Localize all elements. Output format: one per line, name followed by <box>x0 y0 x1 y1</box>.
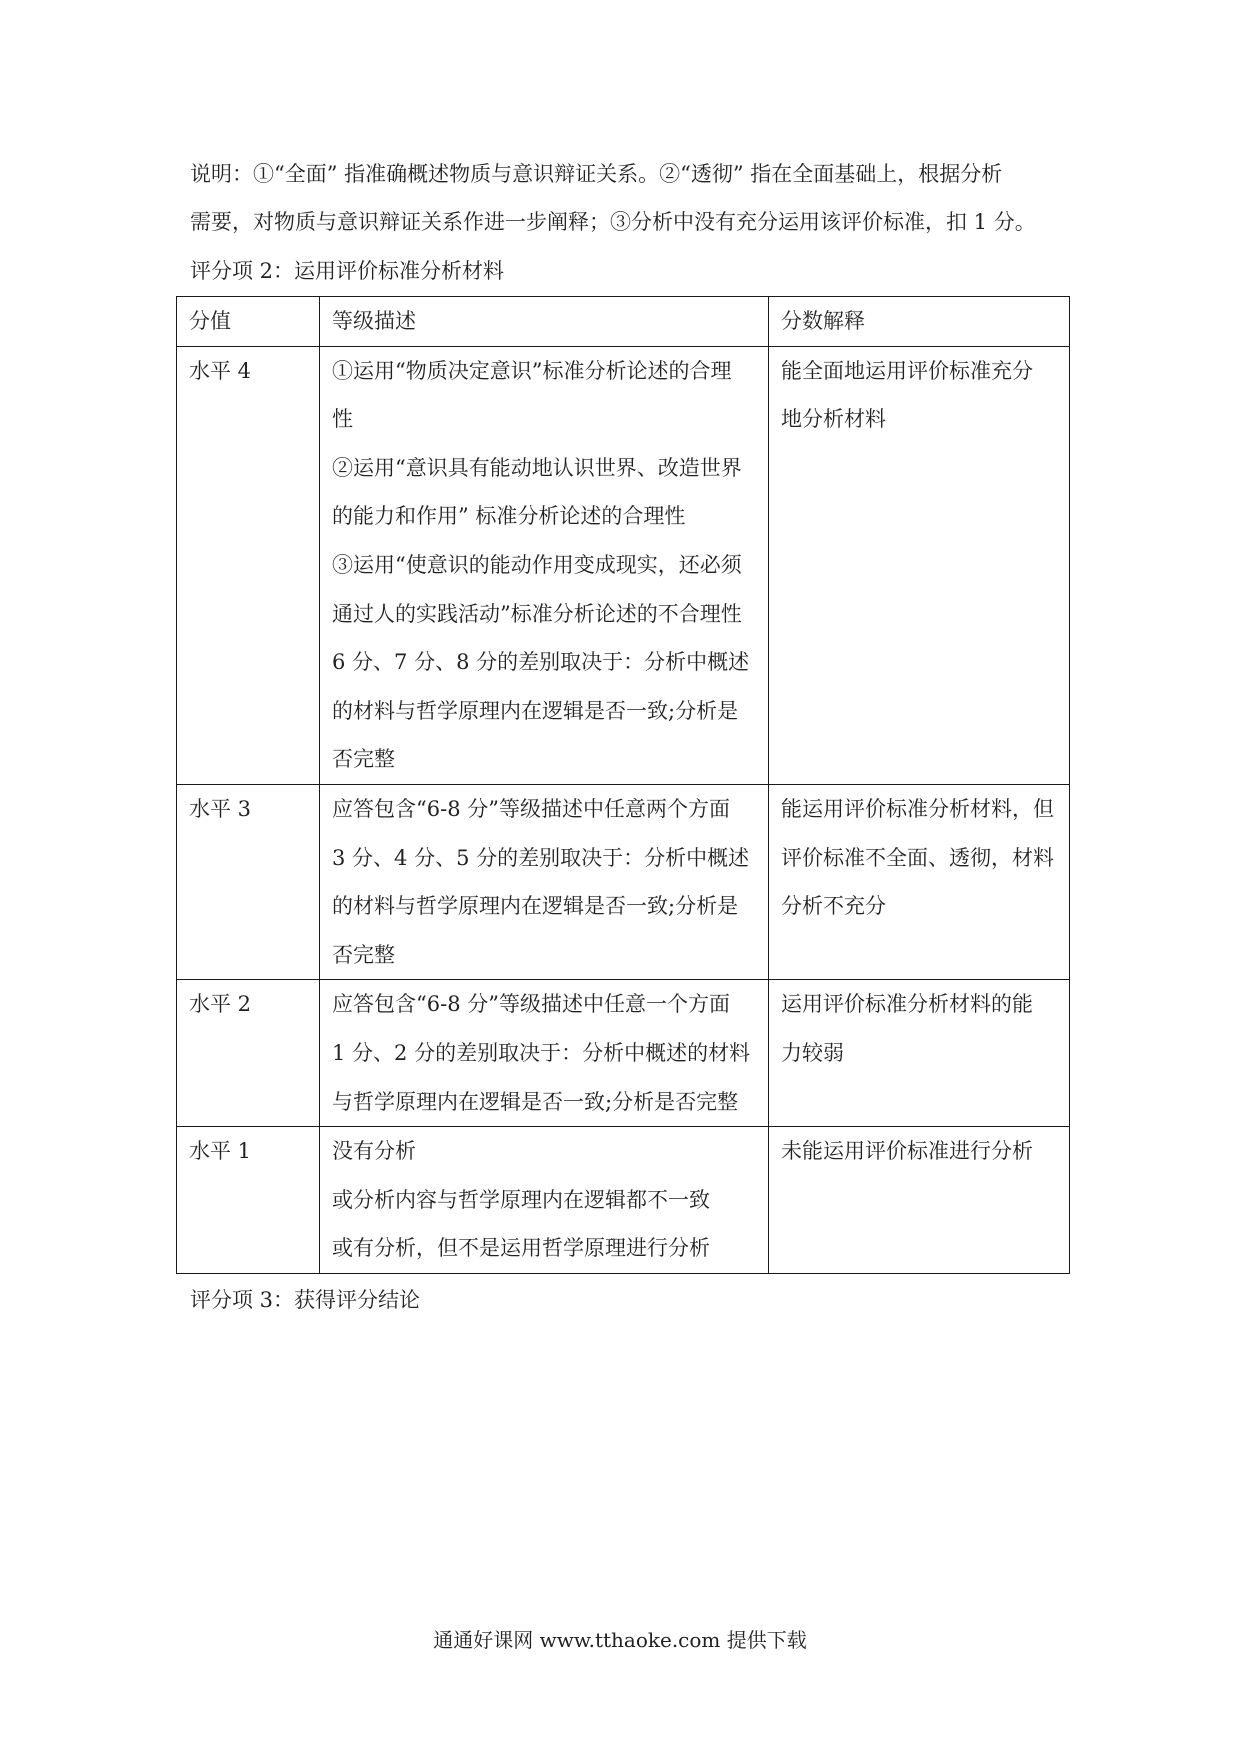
description-cell <box>320 1127 769 1274</box>
explanation-cell <box>769 346 1070 784</box>
table-header-row <box>177 297 1070 347</box>
explanation-line: 力较弱 <box>781 1040 844 1065</box>
footer-credit: 通通好课网 www.tthaoke.com 提供下载 <box>433 1628 807 1652</box>
description-line: 否完整 <box>332 747 395 772</box>
description-line: 性 <box>332 407 353 432</box>
description-line: 没有分析 <box>332 1139 416 1164</box>
description-line: 或有分析，但不是运用哲学原理进行分析 <box>332 1236 710 1261</box>
description-line: 的材料与哲学原理内在逻辑是否一致;分析是 <box>332 894 739 919</box>
table-row-level-3 <box>177 784 1070 979</box>
description-line: ②运用“意识具有能动地认识世界、改造世界 <box>332 455 742 480</box>
note-line: 说明：①“全面” 指准确概述物质与意识辩证关系。②“透彻” 指在全面基础上，根据分析 <box>190 162 1003 186</box>
explanation-line: 运用评价标准分析材料的能 <box>781 992 1033 1017</box>
section-3-heading: 评分项 3：获得评分结论 <box>190 1288 421 1312</box>
description-cell <box>320 346 769 784</box>
description-line: 通过人的实践活动”标准分析论述的不合理性 <box>332 601 742 626</box>
header-score: 分值 <box>177 297 320 347</box>
description-cell <box>320 980 769 1127</box>
explanation-line: 未能运用评价标准进行分析 <box>781 1139 1033 1164</box>
description-line: 3 分、4 分、5 分的差别取决于：分析中概述 <box>332 845 750 870</box>
table-row-level-4 <box>177 346 1070 784</box>
section-2-heading: 评分项 2：运用评价标准分析材料 <box>190 259 505 283</box>
level-cell: 水平 4 <box>177 346 320 784</box>
description-line: ③运用“使意识的能动作用变成现实，还必须 <box>332 552 742 577</box>
explanation-cell <box>769 980 1070 1127</box>
level-cell: 水平 1 <box>177 1127 320 1274</box>
explanation-line: 分析不充分 <box>781 894 886 919</box>
note-line: 需要，对物质与意识辩证关系作进一步阐释；③分析中没有充分运用该评价标准，扣 1 分。 <box>190 210 1036 234</box>
description-line: ①运用“物质决定意识”标准分析论述的合理 <box>332 358 732 383</box>
description-line: 应答包含“6-8 分”等级描述中任意一个方面 <box>332 992 730 1017</box>
description-line: 的材料与哲学原理内在逻辑是否一致;分析是 <box>332 698 739 723</box>
explanation-note <box>190 150 1070 246</box>
rubric-table <box>176 296 1070 1274</box>
table-row-level-2 <box>177 980 1070 1127</box>
explanation-line: 地分析材料 <box>781 407 886 432</box>
description-line: 6 分、7 分、8 分的差别取决于：分析中概述 <box>332 650 750 675</box>
table-row-level-1 <box>177 1127 1070 1274</box>
description-line: 1 分、2 分的差别取决于：分析中概述的材料 <box>332 1040 751 1065</box>
description-cell <box>320 784 769 979</box>
description-line: 否完整 <box>332 942 395 967</box>
header-description: 等级描述 <box>320 297 769 347</box>
level-cell: 水平 2 <box>177 980 320 1127</box>
explanation-line: 能全面地运用评价标准充分 <box>781 358 1033 383</box>
description-line: 应答包含“6-8 分”等级描述中任意两个方面 <box>332 796 730 821</box>
level-cell: 水平 3 <box>177 784 320 979</box>
explanation-cell <box>769 1127 1070 1274</box>
explanation-line: 评价标准不全面、透彻，材料 <box>781 845 1054 870</box>
explanation-cell <box>769 784 1070 979</box>
description-line: 的能力和作用” 标准分析论述的合理性 <box>332 504 686 529</box>
description-line: 或分析内容与哲学原理内在逻辑都不一致 <box>332 1187 710 1212</box>
explanation-line: 能运用评价标准分析材料，但 <box>781 796 1054 821</box>
description-line: 与哲学原理内在逻辑是否一致;分析是否完整 <box>332 1089 739 1114</box>
header-explanation: 分数解释 <box>769 297 1070 347</box>
